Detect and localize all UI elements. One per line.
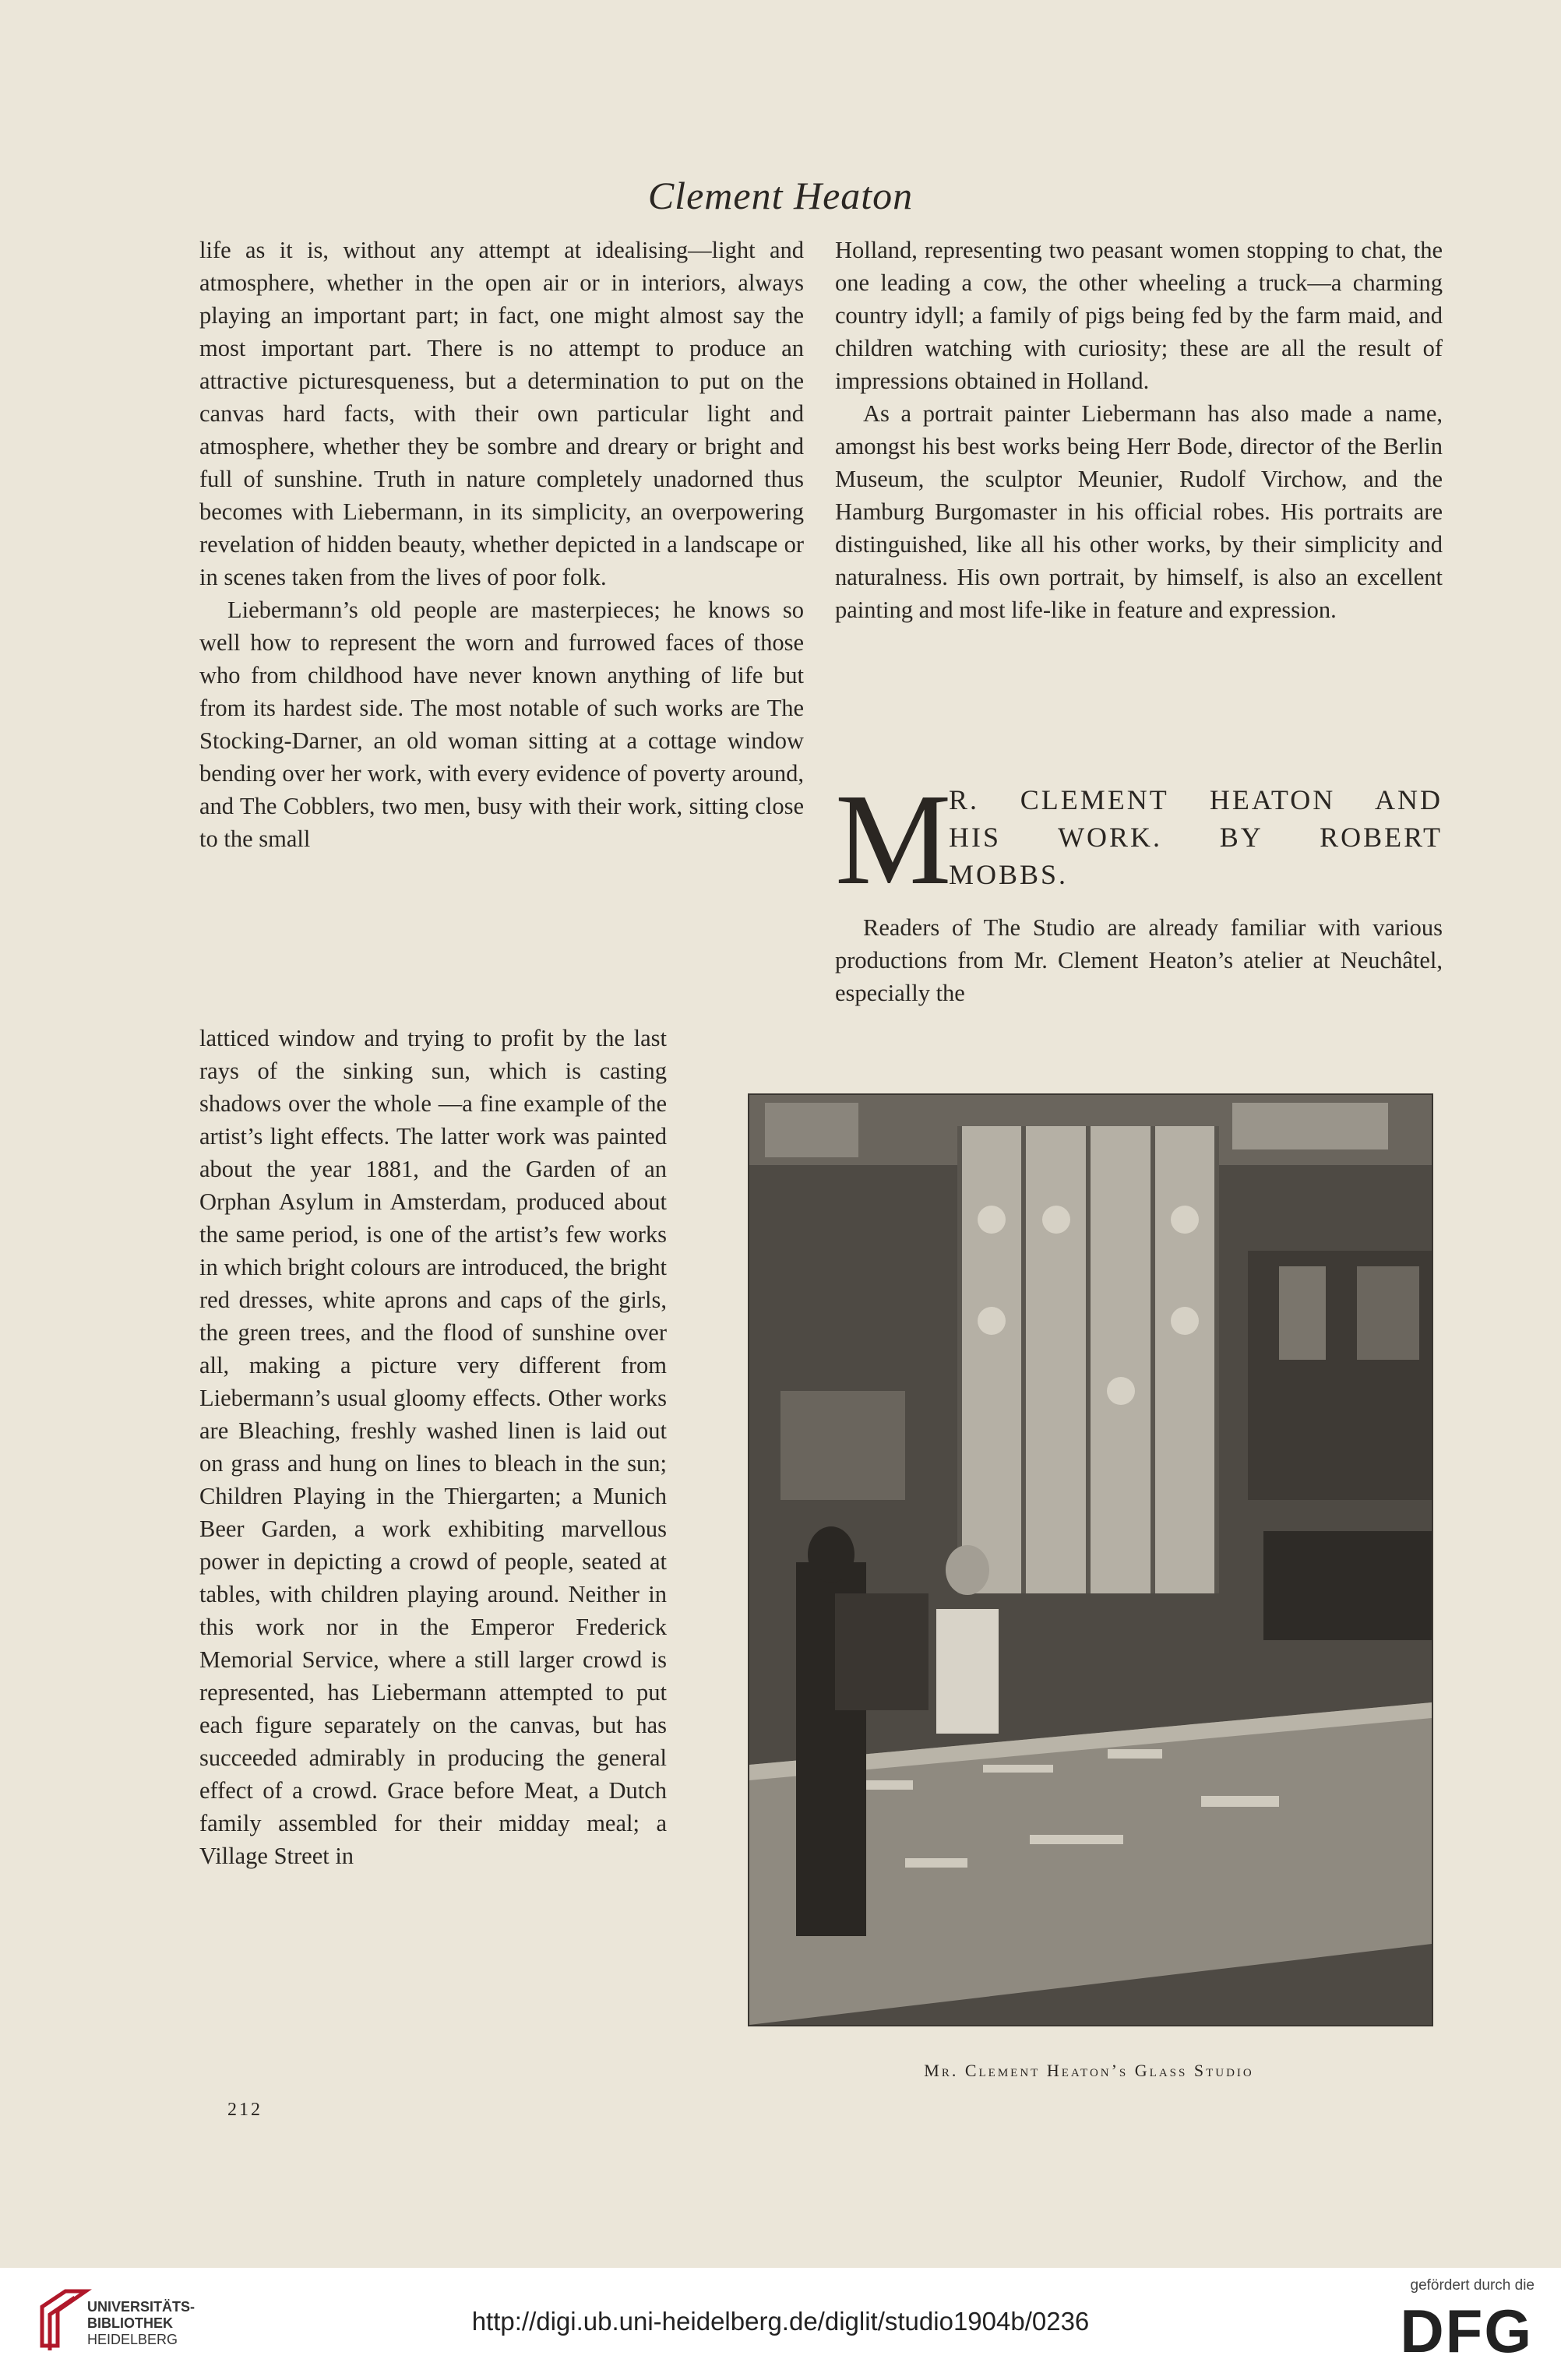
dfg-logo: DFG (1400, 2297, 1533, 2365)
heading-line: MOBBS. (949, 859, 1069, 890)
heading-line: HIS WORK. BY ROBERT (949, 822, 1443, 853)
photograph-image (749, 1095, 1432, 2025)
right-column (835, 234, 1443, 626)
figure-caption: Mr. Clement Heaton’s Glass Studio (924, 2061, 1254, 2080)
source-url-link[interactable]: http://digi.ub.uni-heidelberg.de/diglit/studio1904b/0236 (471, 2307, 1090, 2336)
library-name: UNIVERSITÄTS- BIBLIOTHEK HEIDELBERG (87, 2299, 196, 2347)
funded-by-text: gefördert durch die (1410, 2277, 1535, 2294)
paragraph: Liebermann’s old people are masterpieces; he knows so well how to represent the worn and furrowed faces of those who from childhood have never known anything of life but from its hardest side. The most notable of such works are The Stocking-Darner, an old woman sitting at a cottage window bending over her work, with every evidence of poverty around, and The Cobblers, two men, busy with their work, sitting close to the small (199, 597, 804, 852)
paragraph: life as it is, without any attempt at idealising—light and atmosphere, whether in the open air or in interiors, always playing an important part; in fact, one might almost say the most important part. There is no attempt to produce an attractive picturesqueness, but a determination to put on the canvas hard facts, with their own particular light and atmosphere, whether they be sombre and dreary or bright and full of sunshine. Truth in nature completely unadorned thus becomes with Liebermann, in its simplicity, an overpowering revelation of hidden beauty, whether depicted in a landscape or in scenes taken from the lives of poor folk. (199, 237, 804, 590)
article-heading (835, 767, 1443, 912)
page-number: 212 (227, 2100, 263, 2120)
left-column-narrow (199, 1022, 667, 1872)
glass-studio-photograph (748, 1093, 1433, 2026)
article-intro (835, 911, 1443, 1009)
drop-cap: M (835, 767, 952, 912)
digitization-footer (0, 2268, 1561, 2380)
paragraph: Holland, representing two peasant women stopping to chat, the one leading a cow, the other wheeling a truck—a charming country idyll; a family of pigs being fed by the farm maid, and children watching with curiosity; these are all the result of impressions obtained in Holland. (835, 237, 1443, 394)
running-head: Clement Heaton (647, 174, 914, 217)
left-column (199, 234, 804, 855)
paragraph: latticed window and trying to profit by the last rays of the sinking sun, which is casting shadows over the whole —a fine example of the artist’s light effects. The latter work was painted about the year 1881, and the Garden of an Orphan Asylum in Amsterdam, produced about the same period, is one of the artist’s few works in which bright colours are introduced, the bright red dresses, white aprons and caps of the girls, the green trees, and the flood of sunshine over all, making a picture very different from Liebermann’s usual gloomy effects. Other works are Bleaching, freshly washed linen is laid out on grass and hung on lines to bleach in the sun; Children Playing in the Thiergarten; a Munich Beer Garden, a work exhibiting marvellous power in depicting a crowd of people, seated at tables, with children playing around. Neither in this work nor in the Emperor Frederick Memorial Service, where a still larger crowd is represented, has Liebermann attempted to put each figure separately on the canvas, but has succeeded admirably in producing the general effect of a crowd. Grace before Meat, a Dutch family assembled for their midday meal; a Village Street in (199, 1025, 667, 1869)
heading-line: R. CLEMENT HEATON AND (949, 784, 1443, 815)
paragraph: Readers of The Studio are already familiar with various productions from Mr. Clement Heaton’s atelier at Neuchâtel, especially the (835, 914, 1443, 1006)
paragraph: As a portrait painter Liebermann has also made a name, amongst his best works being Herr Bode, director of the Berlin Museum, the sculptor Meunier, Rudolf Virchow, and the Hamburg Burgomaster in his official robes. His portraits are distinguished, like all his other works, by their simplicity and naturalness. His own portrait, by himself, is also an excellent painting and most life-like in feature and expression. (835, 400, 1443, 623)
